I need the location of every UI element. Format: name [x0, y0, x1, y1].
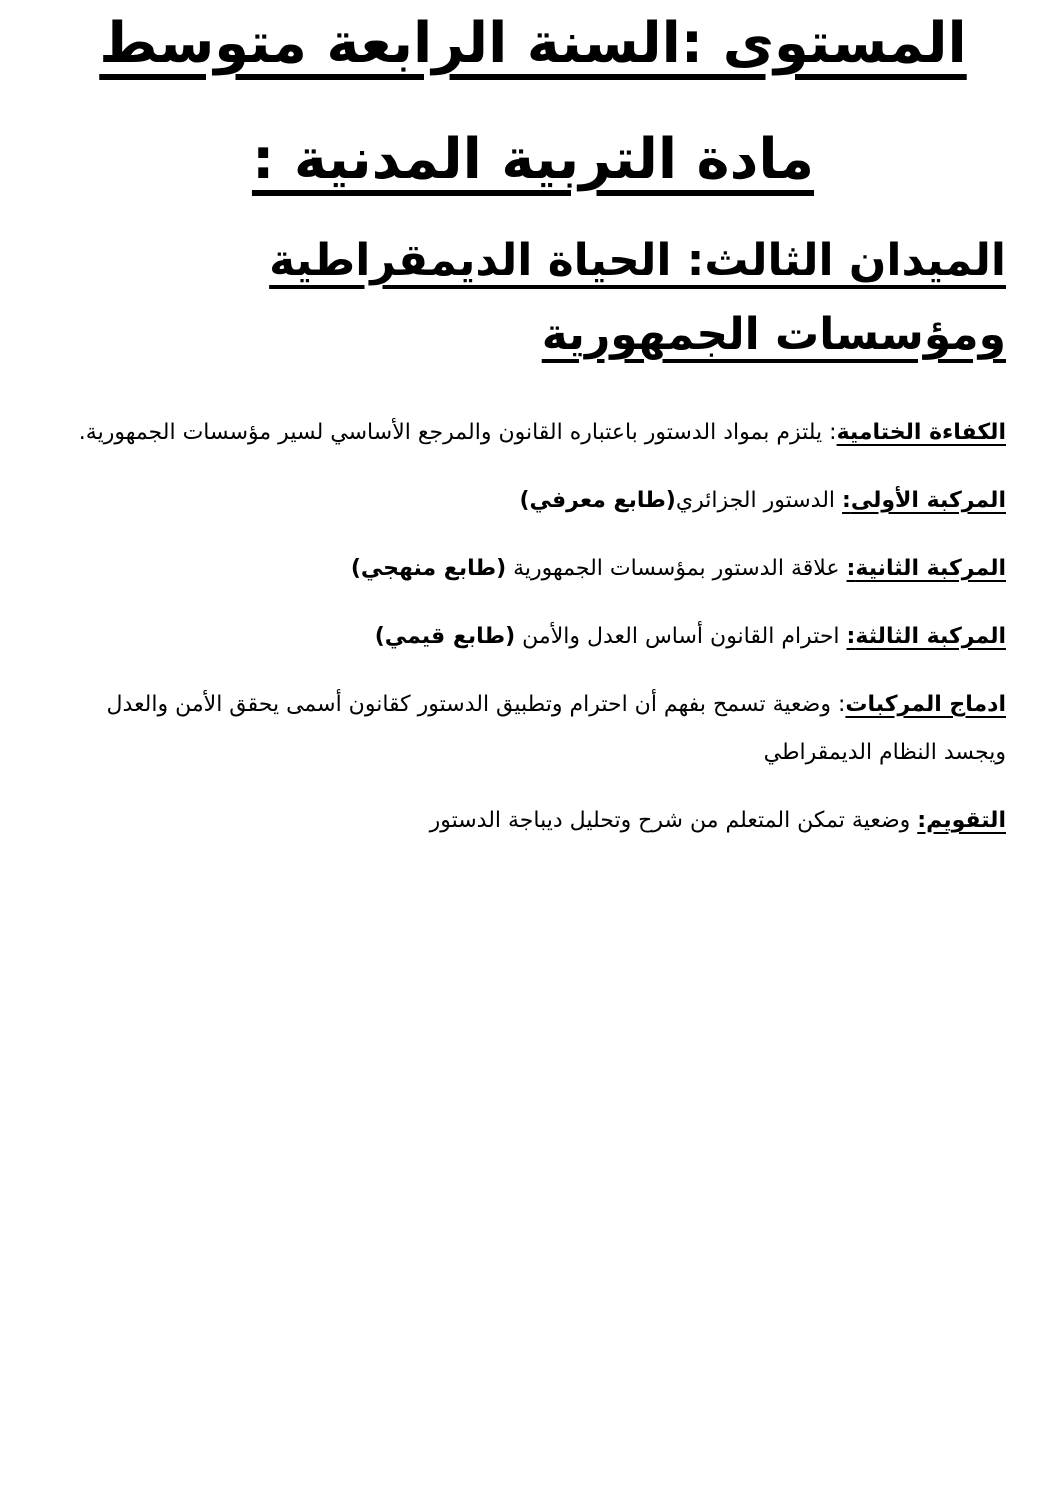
integration-text: وضعية تسمح بفهم أن احترام وتطبيق الدستور كقانون أسمى يحقق الأمن والعدل ويجسد النظام الديمقراطي	[106, 691, 1006, 765]
assessment-label: التقويم:	[917, 807, 1006, 833]
assessment-text: وضعية تمكن المتعلم من شرح وتحليل ديباجة الدستور	[429, 807, 918, 833]
final-competence-text: يلتزم بمواد الدستور باعتباره القانون والمرجع الأساسي لسير مؤسسات الجمهورية.	[78, 419, 830, 445]
final-competence	[60, 409, 1006, 457]
component-1-text: الدستور الجزائري	[675, 487, 843, 513]
level-title	[60, 0, 1006, 80]
component-3-label: المركبة الثالثة	[855, 623, 1006, 649]
component-3-tag: (طابع قيمي)	[374, 623, 516, 649]
component-1-tag: (طابع معرفي)	[519, 487, 676, 513]
component-1-separator: :	[842, 487, 851, 513]
final-competence-label: الكفاءة الختامية	[836, 419, 1006, 445]
assessment	[60, 797, 1006, 845]
component-2-text: علاقة الدستور بمؤسسات الجمهورية	[506, 555, 847, 581]
component-3-separator: :	[846, 623, 856, 649]
integration-separator: :	[837, 691, 846, 717]
component-3-text: احترام القانون أساس العدل والأمن	[515, 623, 847, 649]
component-2	[60, 545, 1006, 593]
domain-title-text: الميدان الثالث: الحياة الديمقراطية ومؤسسات الجمهورية	[269, 235, 1006, 360]
integration-label: ادماج المركبات	[845, 691, 1006, 717]
component-2-separator: :	[846, 555, 856, 581]
subject-title	[60, 124, 1006, 196]
final-competence-separator: :	[829, 419, 837, 445]
domain-title	[60, 224, 1006, 372]
level-title-text: المستوى :السنة الرابعة متوسط	[99, 11, 967, 76]
component-1	[60, 477, 1006, 525]
subject-title-text: مادة التربية المدنية :	[251, 127, 815, 192]
component-2-tag: (طابع منهجي)	[350, 555, 507, 581]
component-3	[60, 613, 1006, 661]
components-integration	[60, 681, 1006, 777]
component-1-label: المركبة الأولى	[850, 487, 1006, 513]
component-2-label: المركبة الثانية	[855, 555, 1006, 581]
